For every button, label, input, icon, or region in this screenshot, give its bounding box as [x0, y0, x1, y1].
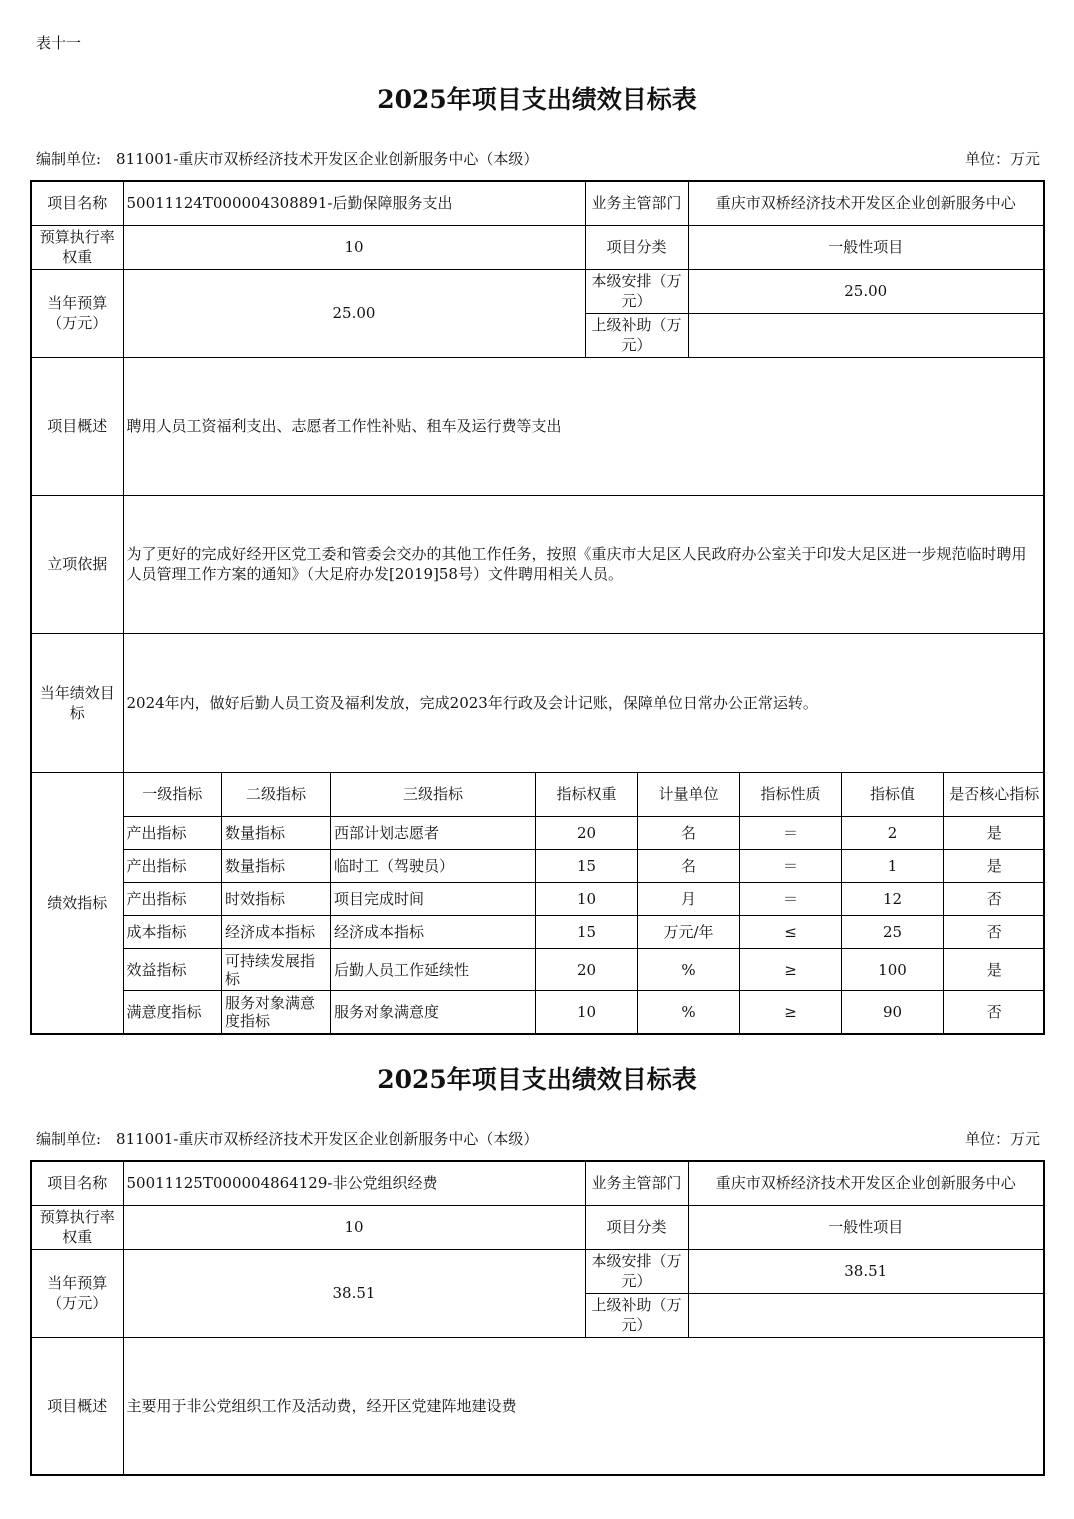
- perf-value: 100: [842, 949, 944, 991]
- upper-value: [688, 313, 1044, 357]
- table-row: [124, 916, 1045, 949]
- table-1-org: 编制单位: 811001-重庆市双桥经济技术开发区企业创新服务中心（本级）: [36, 150, 539, 168]
- perf-level3: 临时工（驾驶员）: [331, 850, 536, 883]
- perf-header: 二级指标: [222, 773, 331, 817]
- overview-label: 项目概述: [31, 357, 123, 495]
- performance-table-2: [30, 1160, 1045, 1476]
- overview-label: 项目概述: [31, 1337, 123, 1475]
- category-value: 一般性项目: [688, 1205, 1044, 1249]
- perf-level2: 时效指标: [222, 883, 331, 916]
- perf-weight: 10: [536, 991, 638, 1033]
- perf-level3: 服务对象满意度: [331, 991, 536, 1033]
- weight-label: 预算执行率权重: [31, 225, 123, 269]
- perf-nature: ≥: [740, 949, 842, 991]
- perf-level2: 数量指标: [222, 850, 331, 883]
- perf-header: 指标权重: [536, 773, 638, 817]
- table-row: [124, 949, 1045, 991]
- upper-value: [688, 1293, 1044, 1337]
- budget-value: 25.00: [123, 269, 585, 357]
- perf-header: 计量单位: [638, 773, 740, 817]
- weight-value: 10: [123, 1205, 585, 1249]
- dept-label: 业务主管部门: [585, 1161, 688, 1205]
- perf-level2: 经济成本指标: [222, 916, 331, 949]
- table-row: [124, 850, 1045, 883]
- perf-header: 一级指标: [124, 773, 222, 817]
- perf-header: 是否核心指标: [944, 773, 1045, 817]
- perf-level1: 满意度指标: [124, 991, 222, 1033]
- perf-weight: 15: [536, 916, 638, 949]
- perf-level1: 产出指标: [124, 817, 222, 850]
- project-name-value: 50011124T000004308891-后勤保障服务支出: [123, 181, 585, 225]
- category-value: 一般性项目: [688, 225, 1044, 269]
- dept-value: 重庆市双桥经济技术开发区企业创新服务中心: [688, 1161, 1044, 1205]
- perf-level3: 西部计划志愿者: [331, 817, 536, 850]
- perf-unit: 万元/年: [638, 916, 740, 949]
- perf-level1: 产出指标: [124, 883, 222, 916]
- perf-level2: 服务对象满意度指标: [222, 991, 331, 1033]
- perf-core: 否: [944, 991, 1045, 1033]
- perf-nature: ≤: [740, 916, 842, 949]
- basis-label: 立项依据: [31, 495, 123, 633]
- upper-label: 上级补助（万元）: [585, 313, 688, 357]
- table-2-org: 编制单位: 811001-重庆市双桥经济技术开发区企业创新服务中心（本级）: [36, 1130, 539, 1148]
- project-name-label: 项目名称: [31, 1161, 123, 1205]
- perf-level3: 项目完成时间: [331, 883, 536, 916]
- budget-label: 当年预算（万元）: [31, 269, 123, 357]
- perf-level1: 成本指标: [124, 916, 222, 949]
- perf-nature: ≥: [740, 991, 842, 1033]
- perf-nature: ＝: [740, 817, 842, 850]
- category-label: 项目分类: [585, 225, 688, 269]
- upper-label: 上级补助（万元）: [585, 1293, 688, 1337]
- perf-core: 否: [944, 916, 1045, 949]
- overview-value: 聘用人员工资福利支出、志愿者工作性补贴、租车及运行费等支出: [123, 357, 1044, 495]
- perf-level1: 效益指标: [124, 949, 222, 991]
- weight-value: 10: [123, 225, 585, 269]
- perf-cell: [123, 772, 1044, 1034]
- budget-label: 当年预算（万元）: [31, 1249, 123, 1337]
- perf-weight: 20: [536, 949, 638, 991]
- budget-value: 38.51: [123, 1249, 585, 1337]
- perf-weight: 10: [536, 883, 638, 916]
- page-label: 表十一: [36, 34, 82, 52]
- project-name-label: 项目名称: [31, 181, 123, 225]
- level-label: 本级安排（万元）: [585, 269, 688, 313]
- perf-level2: 数量指标: [222, 817, 331, 850]
- perf-level1: 产出指标: [124, 850, 222, 883]
- table-row: [124, 817, 1045, 850]
- overview-value: 主要用于非公党组织工作及活动费，经开区党建阵地建设费: [123, 1337, 1044, 1475]
- perf-nature: ＝: [740, 850, 842, 883]
- perf-header: 指标值: [842, 773, 944, 817]
- perf-value: 2: [842, 817, 944, 850]
- perf-unit: 名: [638, 850, 740, 883]
- category-label: 项目分类: [585, 1205, 688, 1249]
- level-label: 本级安排（万元）: [585, 1249, 688, 1293]
- perf-level3: 经济成本指标: [331, 916, 536, 949]
- perf-core: 是: [944, 817, 1045, 850]
- table-2-unit: 单位：万元: [964, 1130, 1040, 1148]
- perf-core: 否: [944, 883, 1045, 916]
- performance-table-1: [30, 180, 1045, 1035]
- perf-weight: 15: [536, 850, 638, 883]
- level-value: 25.00: [688, 269, 1044, 313]
- perf-label: 绩效指标: [31, 772, 123, 1034]
- perf-value: 25: [842, 916, 944, 949]
- perf-core: 是: [944, 949, 1045, 991]
- perf-weight: 20: [536, 817, 638, 850]
- perf-unit: %: [638, 949, 740, 991]
- goal-value: 2024年内，做好后勤人员工资及福利发放，完成2023年行政及会计记账，保障单位日常办公正常运转。: [123, 633, 1044, 772]
- perf-value: 12: [842, 883, 944, 916]
- perf-indicator-table: [124, 773, 1045, 1033]
- perf-level3: 后勤人员工作延续性: [331, 949, 536, 991]
- perf-unit: %: [638, 991, 740, 1033]
- table-1-unit: 单位：万元: [964, 150, 1040, 168]
- perf-header: 指标性质: [740, 773, 842, 817]
- table-1-title: 2025年项目支出绩效目标表: [377, 85, 697, 114]
- dept-value: 重庆市双桥经济技术开发区企业创新服务中心: [688, 181, 1044, 225]
- table-2-title: 2025年项目支出绩效目标表: [377, 1065, 697, 1094]
- perf-header: 三级指标: [331, 773, 536, 817]
- project-name-value: 50011125T000004864129-非公党组织经费: [123, 1161, 585, 1205]
- level-value: 38.51: [688, 1249, 1044, 1293]
- perf-level2: 可持续发展指标: [222, 949, 331, 991]
- perf-core: 是: [944, 850, 1045, 883]
- table-row: [124, 991, 1045, 1033]
- perf-unit: 名: [638, 817, 740, 850]
- perf-unit: 月: [638, 883, 740, 916]
- basis-value: 为了更好的完成好经开区党工委和管委会交办的其他工作任务，按照《重庆市大足区人民政府办公室关于印发大足区进一步规范临时聘用人员管理工作方案的通知》（大足府办发[2019]58号）文件聘用相关人员。: [123, 495, 1044, 633]
- table-row: [124, 883, 1045, 916]
- perf-nature: ＝: [740, 883, 842, 916]
- weight-label: 预算执行率权重: [31, 1205, 123, 1249]
- goal-label: 当年绩效目标: [31, 633, 123, 772]
- perf-value: 1: [842, 850, 944, 883]
- perf-value: 90: [842, 991, 944, 1033]
- dept-label: 业务主管部门: [585, 181, 688, 225]
